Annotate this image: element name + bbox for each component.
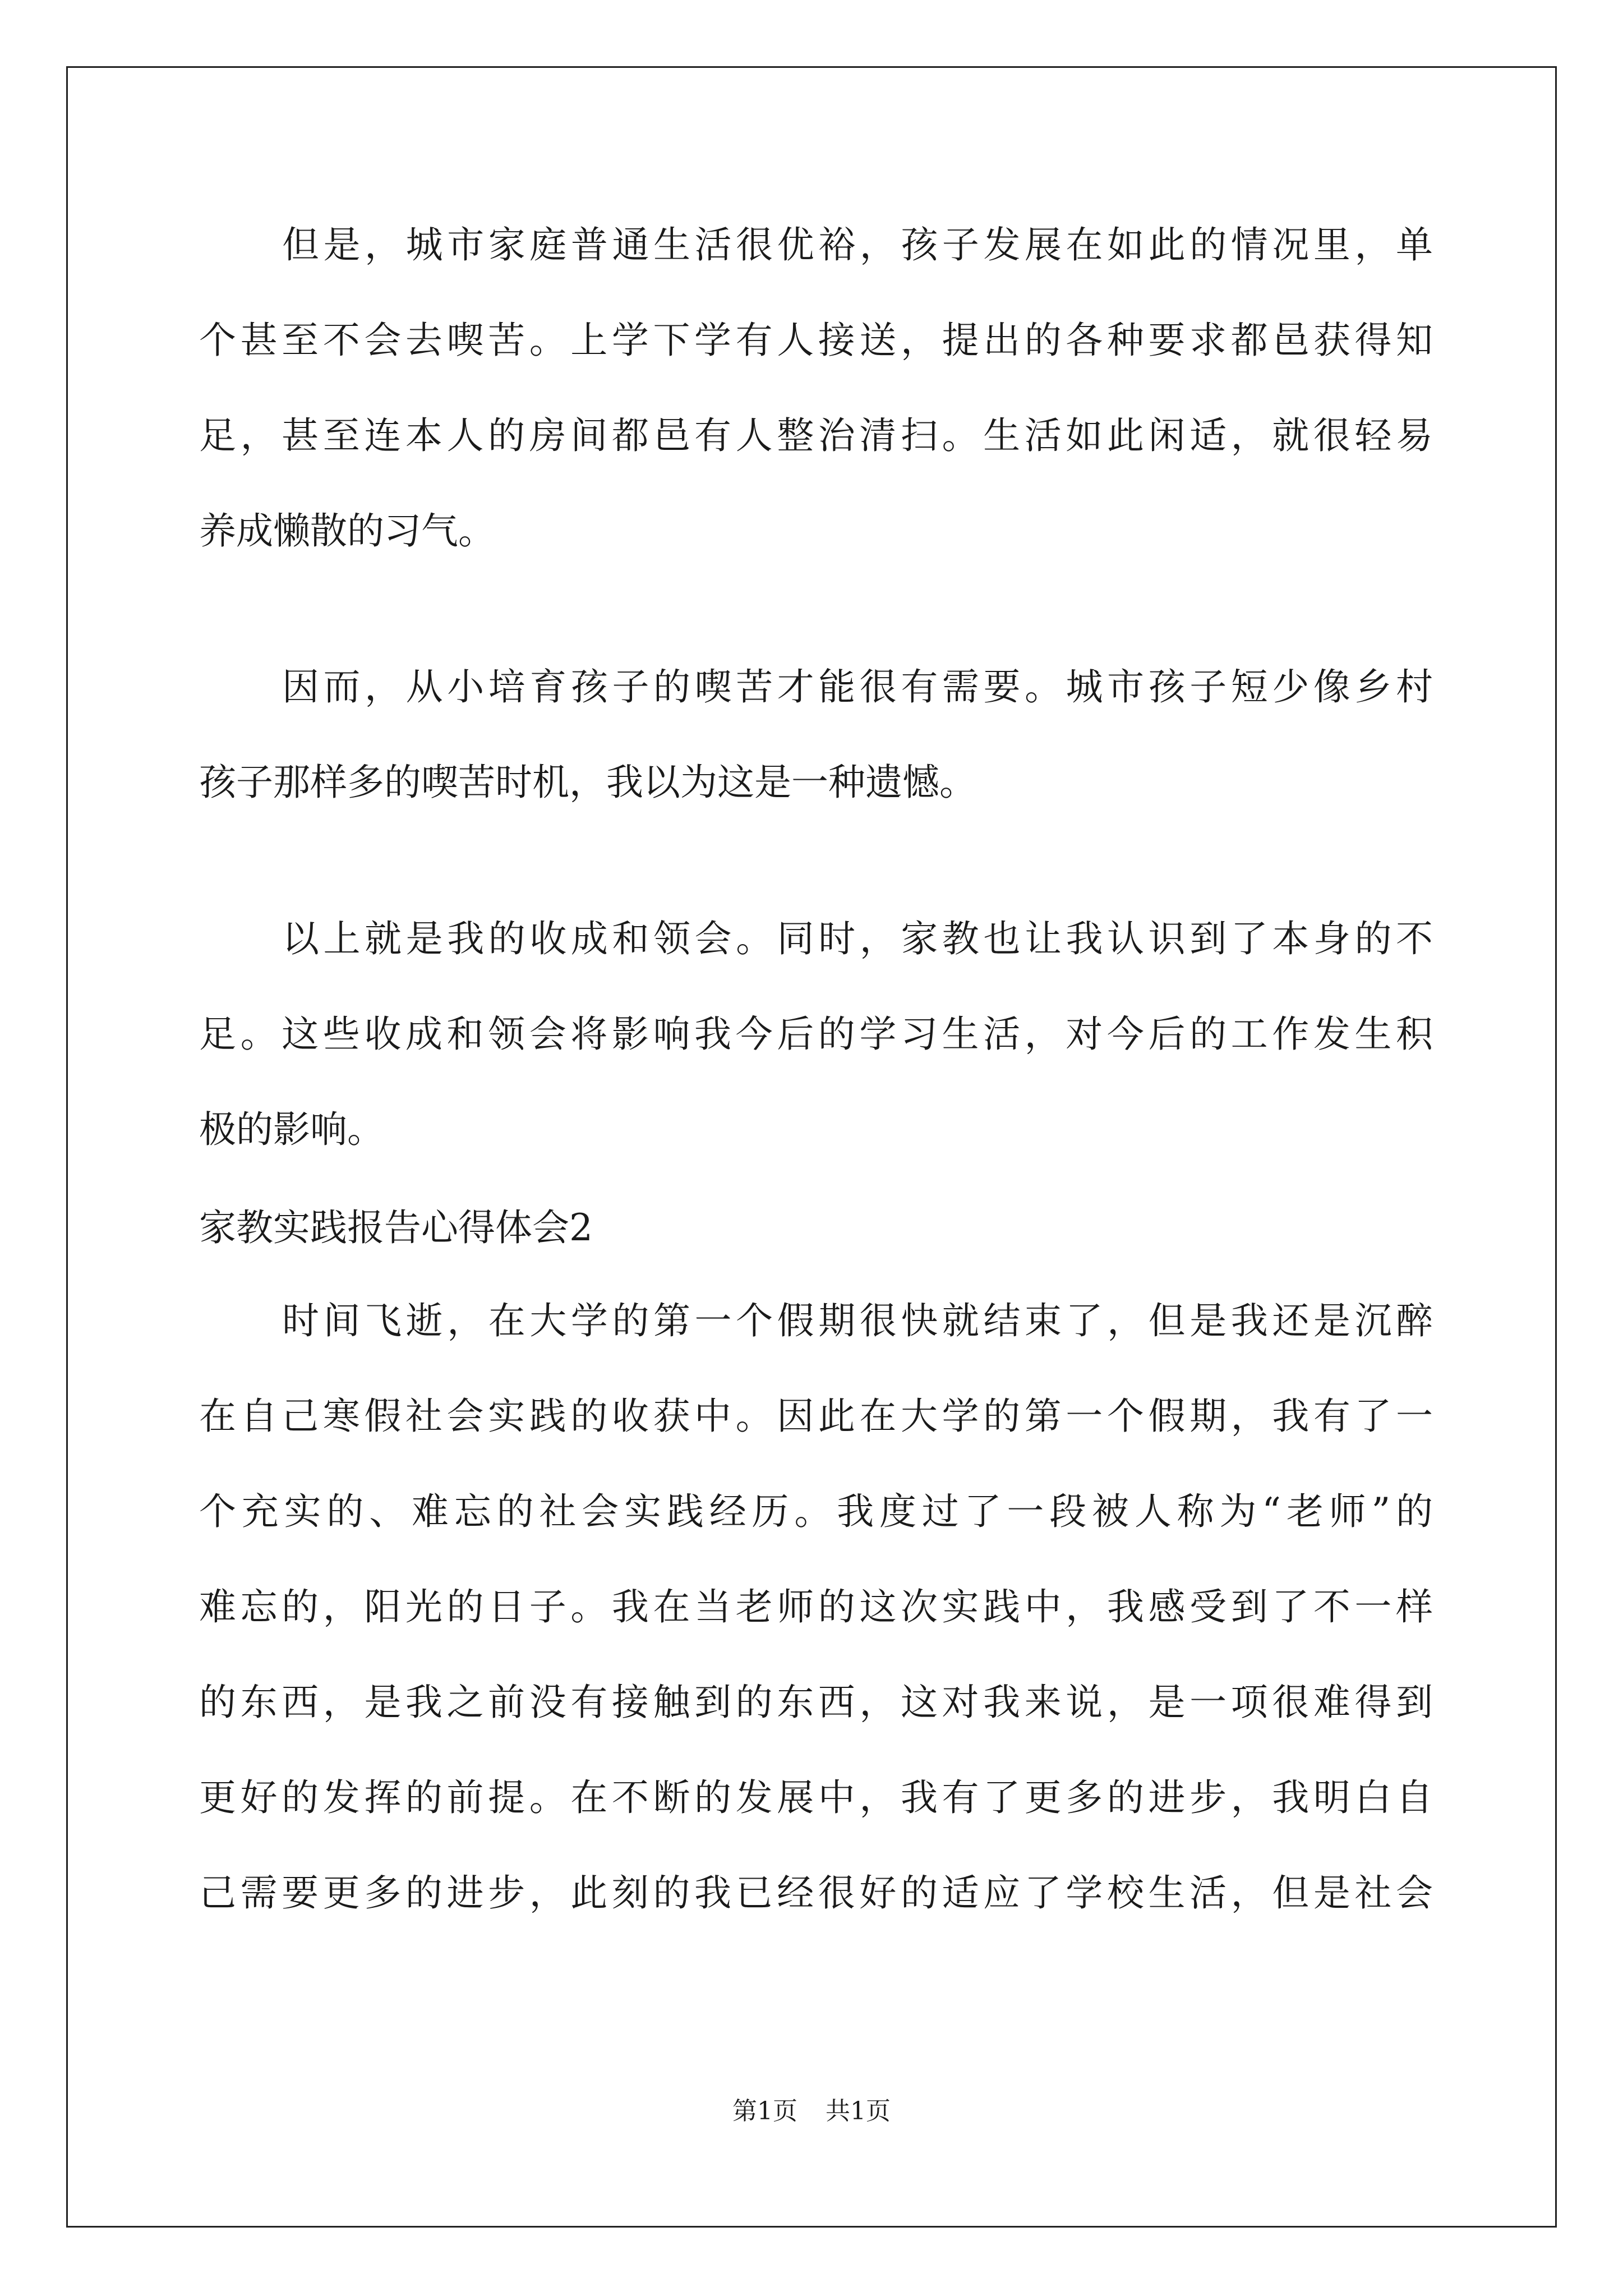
paragraph-line: 极的影响。	[199, 1108, 384, 1151]
paragraph-line: 足，甚至连本人的房间都邑有人整治清扫。生活如此闲适，就很轻易	[199, 414, 1433, 457]
paragraph-line: 以上就是我的收成和领会。同时，家教也让我认识到了本身的不	[282, 917, 1433, 960]
paragraph-line: 的东西，是我之前没有接触到的东西，这对我来说，是一项很难得到	[199, 1681, 1433, 1724]
paragraph-line: 养成懒散的习气。	[199, 509, 495, 553]
paragraph-line: 己需要更多的进步，此刻的我已经很好的适应了学校生活，但是社会	[199, 1871, 1433, 1915]
paragraph-line: 孩子那样多的喫苦时机，我以为这是一种遗憾。	[199, 761, 976, 804]
paragraph-line: 时间飞逝，在大学的第一个假期很快就结束了，但是我还是沉醉	[282, 1299, 1433, 1342]
page-footer	[0, 2095, 1623, 2128]
page-total: 共1页	[826, 2097, 891, 2125]
page-number: 第1页	[732, 2097, 797, 2125]
section-heading: 家教实践报告心得体会2	[199, 1206, 593, 1249]
paragraph-line: 在自己寒假社会实践的收获中。因此在大学的第一个假期，我有了一	[199, 1395, 1433, 1438]
paragraph-line: 因而，从小培育孩子的喫苦才能很有需要。城市孩子短少像乡村	[282, 665, 1433, 708]
paragraph-line: 个充实的、难忘的社会实践经历。我度过了一段被人称为“老师”的	[199, 1490, 1433, 1533]
paragraph-line: 但是，城市家庭普通生活很优裕，孩子发展在如此的情况里，单	[282, 223, 1433, 266]
paragraph-line: 难忘的，阳光的日子。我在当老师的这次实践中，我感受到了不一样	[199, 1585, 1433, 1628]
paragraph-line: 更好的发挥的前提。在不断的发展中，我有了更多的进步，我明白自	[199, 1776, 1433, 1819]
paragraph-line: 个甚至不会去喫苦。上学下学有人接送，提出的各种要求都邑获得知	[199, 319, 1433, 362]
paragraph-line: 足。这些收成和领会将影响我今后的学习生活，对今后的工作发生积	[199, 1013, 1433, 1056]
